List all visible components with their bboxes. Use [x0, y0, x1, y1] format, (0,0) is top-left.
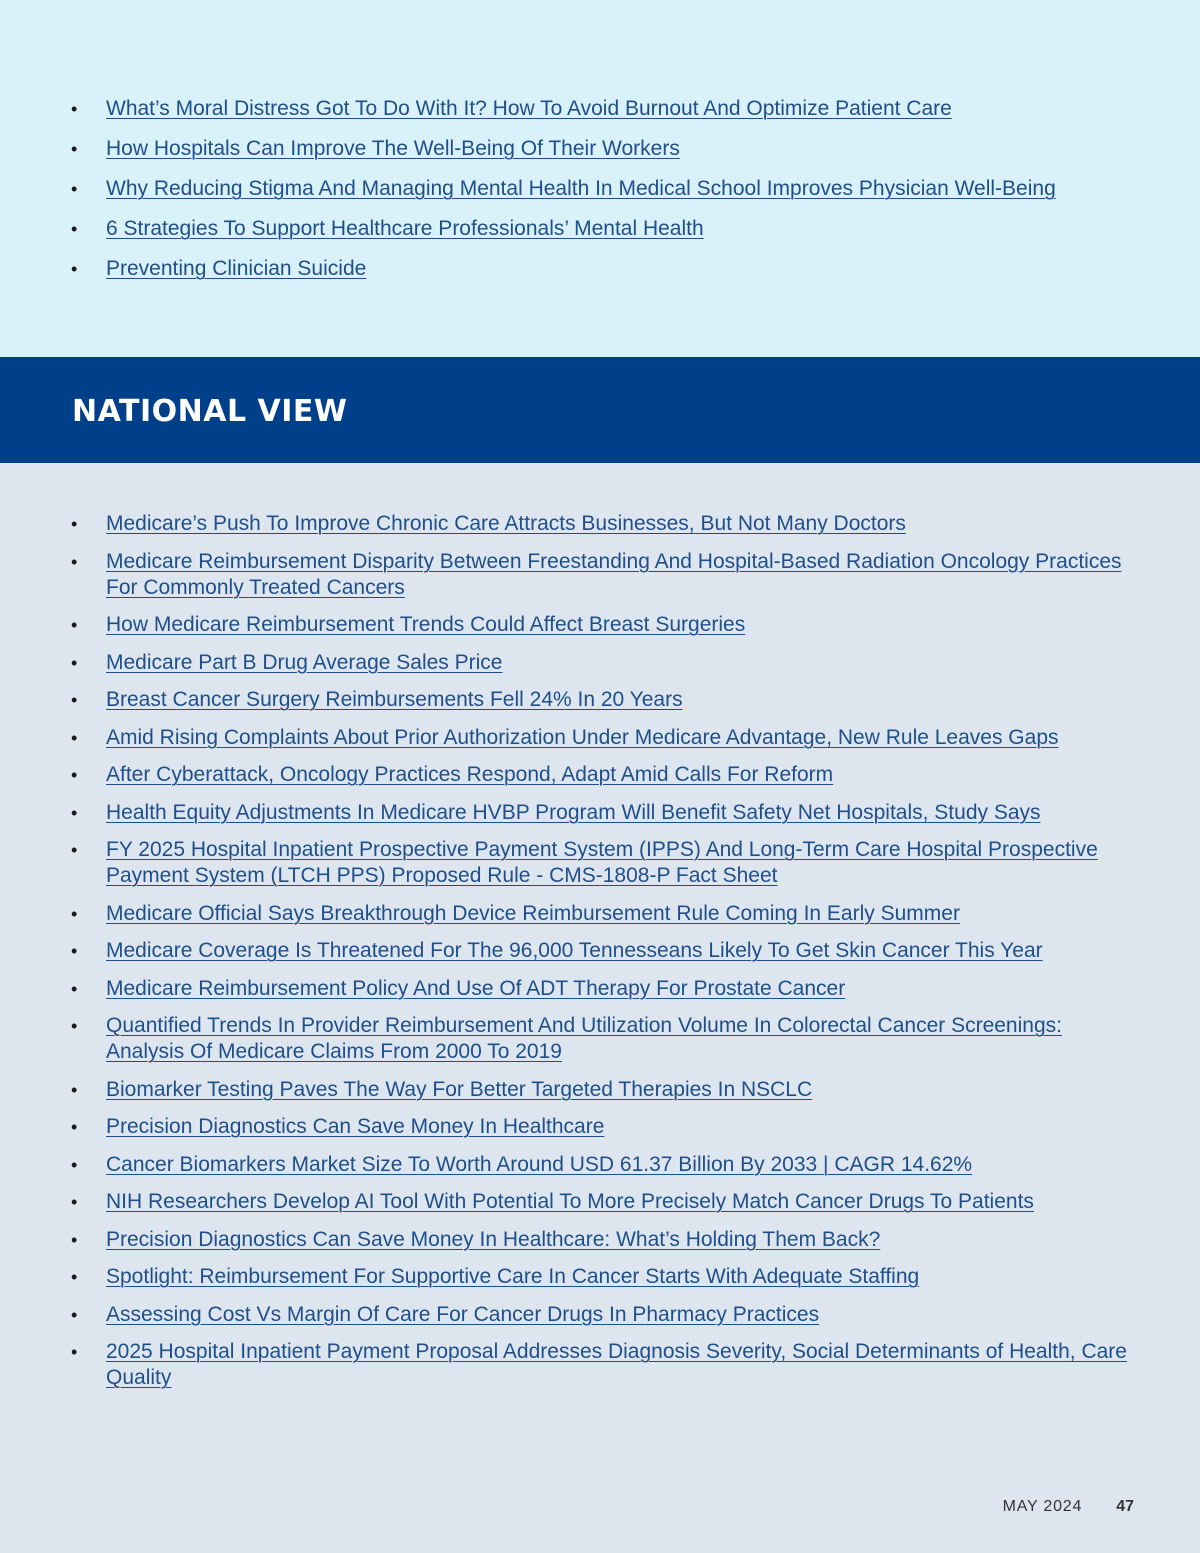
list-item [71, 837, 1141, 889]
bullet: • [71, 219, 78, 239]
bullet: • [71, 1117, 78, 1137]
article-link[interactable]: Medicare Coverage Is Threatened For The 96,000 Tennesseans Likely To Get Skin Cancer This Year [106, 939, 1043, 962]
bullet: • [71, 615, 78, 635]
bullet: • [71, 551, 78, 572]
article-link[interactable]: Medicare Official Says Breakthrough Device Reimbursement Rule Coming In Early Summer [106, 901, 960, 925]
bullet: • [71, 1154, 78, 1175]
article-link[interactable]: Medicare’s Push To Improve Chronic Care Attracts Businesses, But Not Many Doctors [106, 512, 906, 535]
article-link[interactable]: NIH Researchers Develop AI Tool With Potential To More Precisely Match Cancer Drugs To Patients [106, 1190, 1034, 1213]
article-link[interactable]: Spotlight: Reimbursement For Supportive Care In Cancer Starts With Adequate Staffing [106, 1265, 920, 1288]
list-item [71, 800, 1141, 826]
page-number: 47 [1116, 1498, 1134, 1515]
list-item [71, 938, 1141, 964]
list-item [71, 901, 1141, 927]
article-link[interactable]: Medicare Part B Drug Average Sales Price [106, 650, 503, 674]
article-link[interactable]: Quantified Trends In Provider Reimbursement And Utilization Volume In Colorectal Cancer Screenings: Analysis Of Medicare Claims From 2000 To 2019 [106, 1014, 1062, 1063]
bullet: • [71, 941, 78, 961]
bullet: • [71, 727, 78, 748]
list-item [71, 176, 1141, 202]
bullet: • [71, 99, 78, 119]
article-link[interactable]: Assessing Cost Vs Margin Of Care For Cancer Drugs In Pharmacy Practices [106, 1302, 820, 1326]
list-item [71, 216, 1141, 242]
bullet: • [71, 1229, 78, 1250]
article-link[interactable]: Breast Cancer Surgery Reimbursements Fell 24% In 20 Years [106, 688, 683, 711]
list-item [71, 136, 1141, 162]
national-view-list [71, 511, 1141, 1403]
list-item [71, 612, 1141, 638]
article-link[interactable]: After Cyberattack, Oncology Practices Respond, Adapt Amid Calls For Reform [106, 763, 834, 786]
related-articles-section [0, 0, 1200, 357]
list-item [71, 511, 1141, 537]
list-item [71, 725, 1141, 751]
list-item [71, 1227, 1141, 1253]
bullet: • [71, 1304, 78, 1325]
article-link[interactable]: Biomarker Testing Paves The Way For Better Targeted Therapies In NSCLC [106, 1077, 813, 1101]
bullet: • [71, 903, 78, 924]
article-link[interactable]: Cancer Biomarkers Market Size To Worth Around USD 61.37 Billion By 2033 | CAGR 14.62% [106, 1152, 973, 1176]
article-link[interactable]: Why Reducing Stigma And Managing Mental Health In Medical School Improves Physician Well-Being [106, 177, 1056, 200]
list-item [71, 96, 1141, 122]
bullet: • [71, 1192, 78, 1212]
article-link[interactable]: Precision Diagnostics Can Save Money In Healthcare: What’s Holding Them Back? [106, 1227, 881, 1251]
page-footer [1003, 1498, 1134, 1516]
article-link[interactable]: How Medicare Reimbursement Trends Could Affect Breast Surgeries [106, 613, 746, 636]
article-link[interactable]: Preventing Clinician Suicide [106, 257, 367, 280]
list-item [71, 650, 1141, 676]
bullet: • [71, 690, 78, 710]
list-item [71, 1077, 1141, 1103]
bullet: • [71, 1079, 78, 1100]
section-banner [0, 357, 1200, 463]
article-link[interactable]: Medicare Reimbursement Disparity Between Freestanding And Hospital-Based Radiation Oncology Practices For Commonly Treated Cancers [106, 549, 1122, 599]
article-link[interactable]: Medicare Reimbursement Policy And Use Of ADT Therapy For Prostate Cancer [106, 976, 846, 1000]
list-item [71, 976, 1141, 1002]
issue-date: MAY 2024 [1002, 1498, 1083, 1515]
list-item [71, 1339, 1141, 1391]
bullet: • [71, 840, 78, 860]
list-item [71, 549, 1141, 601]
article-link[interactable]: Health Equity Adjustments In Medicare HVBP Program Will Benefit Safety Net Hospitals, Study Says [106, 800, 1041, 824]
bullet: • [71, 1342, 78, 1362]
list-item [71, 1302, 1141, 1328]
national-view-section [0, 463, 1200, 1553]
section-title: NATIONAL VIEW [72, 394, 348, 429]
bullet: • [71, 179, 78, 199]
list-item [71, 1013, 1141, 1065]
list-item [71, 1152, 1141, 1178]
bullet: • [71, 652, 78, 673]
list-item [71, 762, 1141, 788]
article-link[interactable]: 6 Strategies To Support Healthcare Professionals’ Mental Health [106, 217, 704, 240]
article-link[interactable]: FY 2025 Hospital Inpatient Prospective Payment System (IPPS) And Long-Term Care Hospital Prospective Payment System (LTCH PPS) Proposed Rule - CMS-1808-P Fact Sheet [106, 838, 1098, 887]
bullet: • [71, 1267, 78, 1287]
article-link[interactable]: 2025 Hospital Inpatient Payment Proposal Addresses Diagnosis Severity, Social Determinants of Health, Care Quality [106, 1340, 1127, 1389]
related-articles-list [71, 96, 1141, 296]
list-item [71, 1189, 1141, 1215]
bullet: • [71, 802, 78, 823]
bullet: • [71, 978, 78, 999]
bullet: • [71, 765, 78, 785]
article-link[interactable]: Precision Diagnostics Can Save Money In Healthcare [106, 1115, 605, 1138]
bullet: • [71, 514, 78, 534]
article-link[interactable]: How Hospitals Can Improve The Well-Being Of Their Workers [106, 137, 680, 160]
list-item [71, 1114, 1141, 1140]
article-link[interactable]: Amid Rising Complaints About Prior Authorization Under Medicare Advantage, New Rule Leaves Gaps [106, 725, 1059, 749]
bullet: • [71, 259, 78, 279]
list-item [71, 687, 1141, 713]
list-item [71, 256, 1141, 282]
article-link[interactable]: What’s Moral Distress Got To Do With It? How To Avoid Burnout And Optimize Patient Care [106, 97, 952, 120]
bullet: • [71, 139, 78, 159]
bullet: • [71, 1016, 78, 1036]
list-item [71, 1264, 1141, 1290]
